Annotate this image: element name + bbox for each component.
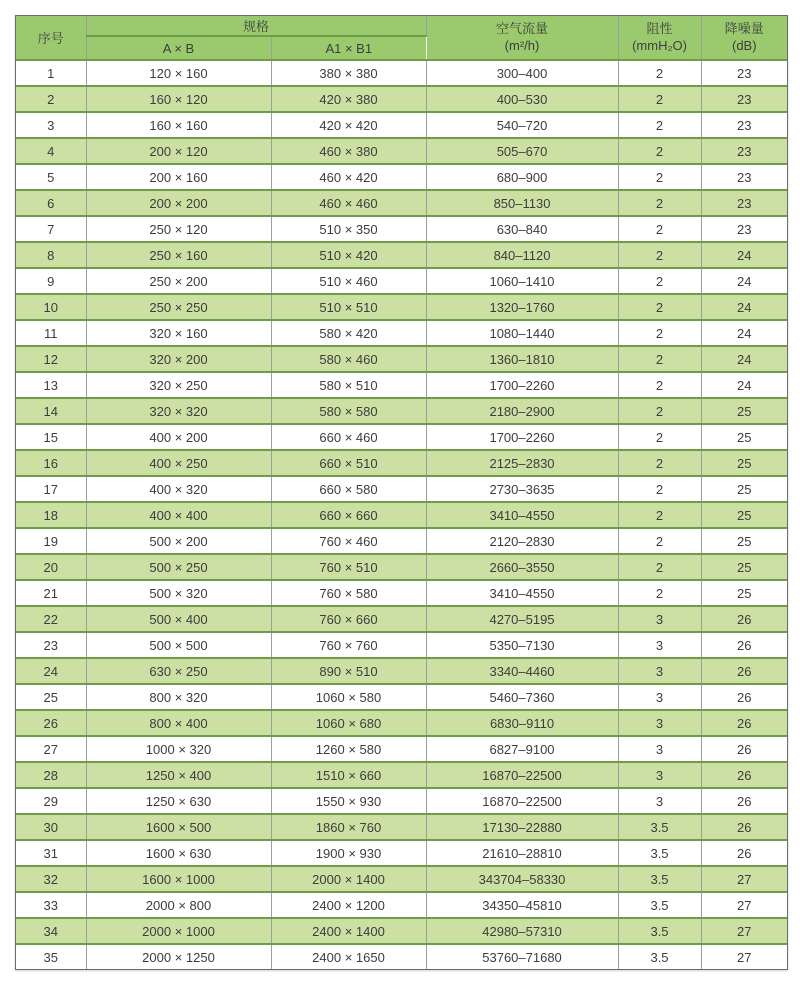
cell-noise-reduction: 26 <box>701 684 787 710</box>
cell-resistance: 2 <box>618 320 701 346</box>
cell-airflow: 3410–4550 <box>426 580 618 606</box>
table-row <box>16 60 787 86</box>
cell-airflow: 1320–1760 <box>426 294 618 320</box>
cell-spec-a1b1: 660 × 580 <box>271 476 426 502</box>
cell-spec-a1b1: 1260 × 580 <box>271 736 426 762</box>
cell-airflow: 540–720 <box>426 112 618 138</box>
cell-serial: 2 <box>16 86 86 112</box>
cell-spec-a1b1: 460 × 460 <box>271 190 426 216</box>
header-noise-title: 降噪量 <box>724 21 764 37</box>
cell-spec-a1b1: 760 × 660 <box>271 606 426 632</box>
table-row <box>16 580 787 606</box>
cell-spec-a1b1: 510 × 460 <box>271 268 426 294</box>
cell-serial: 28 <box>16 762 86 788</box>
cell-resistance: 3.5 <box>618 866 701 892</box>
cell-spec-ab: 1000 × 320 <box>86 736 271 762</box>
cell-serial: 31 <box>16 840 86 866</box>
cell-spec-a1b1: 1510 × 660 <box>271 762 426 788</box>
cell-noise-reduction: 26 <box>701 736 787 762</box>
table-row <box>16 372 787 398</box>
cell-spec-ab: 500 × 320 <box>86 580 271 606</box>
cell-airflow: 2120–2830 <box>426 528 618 554</box>
cell-airflow: 400–530 <box>426 86 618 112</box>
cell-resistance: 3.5 <box>618 944 701 969</box>
cell-resistance: 2 <box>618 554 701 580</box>
cell-spec-ab: 200 × 160 <box>86 164 271 190</box>
cell-noise-reduction: 26 <box>701 762 787 788</box>
cell-noise-reduction: 23 <box>701 164 787 190</box>
table-row <box>16 944 787 969</box>
cell-airflow: 1060–1410 <box>426 268 618 294</box>
cell-spec-a1b1: 580 × 580 <box>271 398 426 424</box>
cell-serial: 22 <box>16 606 86 632</box>
cell-spec-ab: 400 × 200 <box>86 424 271 450</box>
cell-spec-ab: 250 × 120 <box>86 216 271 242</box>
cell-airflow: 2660–3550 <box>426 554 618 580</box>
cell-serial: 17 <box>16 476 86 502</box>
cell-resistance: 3 <box>618 684 701 710</box>
table-row <box>16 528 787 554</box>
cell-resistance: 2 <box>618 216 701 242</box>
cell-resistance: 2 <box>618 190 701 216</box>
table-row <box>16 736 787 762</box>
cell-noise-reduction: 25 <box>701 450 787 476</box>
cell-spec-ab: 2000 × 800 <box>86 892 271 918</box>
table-row <box>16 814 787 840</box>
cell-serial: 21 <box>16 580 86 606</box>
cell-noise-reduction: 24 <box>701 372 787 398</box>
table-row <box>16 892 787 918</box>
cell-spec-a1b1: 2400 × 1200 <box>271 892 426 918</box>
cell-noise-reduction: 26 <box>701 788 787 814</box>
cell-serial: 12 <box>16 346 86 372</box>
cell-airflow: 1080–1440 <box>426 320 618 346</box>
spec-table <box>16 16 787 969</box>
cell-spec-a1b1: 380 × 380 <box>271 60 426 86</box>
cell-resistance: 3 <box>618 606 701 632</box>
table-row <box>16 476 787 502</box>
cell-serial: 16 <box>16 450 86 476</box>
cell-noise-reduction: 25 <box>701 580 787 606</box>
cell-noise-reduction: 24 <box>701 294 787 320</box>
header-spec: 规格 <box>86 16 426 36</box>
cell-spec-a1b1: 510 × 420 <box>271 242 426 268</box>
cell-resistance: 2 <box>618 112 701 138</box>
cell-resistance: 2 <box>618 476 701 502</box>
spec-table-container <box>15 15 788 970</box>
table-row <box>16 138 787 164</box>
table-row <box>16 866 787 892</box>
cell-serial: 19 <box>16 528 86 554</box>
table-row <box>16 320 787 346</box>
cell-resistance: 2 <box>618 164 701 190</box>
cell-spec-ab: 500 × 200 <box>86 528 271 554</box>
cell-resistance: 3.5 <box>618 814 701 840</box>
cell-spec-a1b1: 580 × 460 <box>271 346 426 372</box>
cell-noise-reduction: 23 <box>701 112 787 138</box>
cell-serial: 27 <box>16 736 86 762</box>
cell-serial: 14 <box>16 398 86 424</box>
cell-noise-reduction: 27 <box>701 944 787 969</box>
cell-spec-a1b1: 890 × 510 <box>271 658 426 684</box>
header-noise-reduction <box>701 16 787 60</box>
cell-noise-reduction: 25 <box>701 554 787 580</box>
cell-spec-ab: 1250 × 630 <box>86 788 271 814</box>
cell-spec-a1b1: 660 × 460 <box>271 424 426 450</box>
cell-airflow: 16870–22500 <box>426 762 618 788</box>
cell-serial: 23 <box>16 632 86 658</box>
cell-spec-ab: 160 × 120 <box>86 86 271 112</box>
cell-spec-a1b1: 420 × 380 <box>271 86 426 112</box>
cell-noise-reduction: 25 <box>701 424 787 450</box>
cell-serial: 4 <box>16 138 86 164</box>
header-resistance <box>618 16 701 60</box>
cell-serial: 24 <box>16 658 86 684</box>
cell-noise-reduction: 24 <box>701 320 787 346</box>
table-row <box>16 554 787 580</box>
cell-serial: 32 <box>16 866 86 892</box>
table-row <box>16 112 787 138</box>
cell-serial: 33 <box>16 892 86 918</box>
cell-noise-reduction: 27 <box>701 866 787 892</box>
cell-resistance: 3.5 <box>618 918 701 944</box>
cell-noise-reduction: 25 <box>701 476 787 502</box>
cell-resistance: 2 <box>618 502 701 528</box>
cell-airflow: 53760–71680 <box>426 944 618 969</box>
cell-resistance: 3.5 <box>618 892 701 918</box>
cell-spec-ab: 200 × 120 <box>86 138 271 164</box>
cell-airflow: 1700–2260 <box>426 424 618 450</box>
cell-resistance: 2 <box>618 294 701 320</box>
cell-resistance: 2 <box>618 580 701 606</box>
cell-noise-reduction: 24 <box>701 346 787 372</box>
cell-spec-ab: 630 × 250 <box>86 658 271 684</box>
table-row <box>16 164 787 190</box>
header-airflow <box>426 16 618 60</box>
cell-noise-reduction: 26 <box>701 606 787 632</box>
cell-serial: 6 <box>16 190 86 216</box>
cell-spec-a1b1: 760 × 760 <box>271 632 426 658</box>
cell-spec-a1b1: 1860 × 760 <box>271 814 426 840</box>
cell-spec-a1b1: 1900 × 930 <box>271 840 426 866</box>
cell-spec-a1b1: 2400 × 1650 <box>271 944 426 969</box>
table-row <box>16 658 787 684</box>
cell-spec-a1b1: 660 × 660 <box>271 502 426 528</box>
cell-resistance: 3.5 <box>618 840 701 866</box>
cell-serial: 35 <box>16 944 86 969</box>
cell-resistance: 3 <box>618 710 701 736</box>
cell-noise-reduction: 24 <box>701 242 787 268</box>
cell-airflow: 2125–2830 <box>426 450 618 476</box>
table-header <box>16 16 787 60</box>
cell-serial: 29 <box>16 788 86 814</box>
cell-noise-reduction: 25 <box>701 528 787 554</box>
cell-airflow: 2730–3635 <box>426 476 618 502</box>
cell-resistance: 2 <box>618 450 701 476</box>
cell-serial: 20 <box>16 554 86 580</box>
cell-serial: 7 <box>16 216 86 242</box>
cell-spec-a1b1: 2000 × 1400 <box>271 866 426 892</box>
cell-spec-a1b1: 760 × 460 <box>271 528 426 554</box>
cell-serial: 34 <box>16 918 86 944</box>
cell-airflow: 16870–22500 <box>426 788 618 814</box>
cell-serial: 11 <box>16 320 86 346</box>
header-resistance-unit: (mmH₂O) <box>632 37 687 53</box>
cell-spec-a1b1: 460 × 380 <box>271 138 426 164</box>
cell-airflow: 2180–2900 <box>426 398 618 424</box>
cell-spec-ab: 400 × 400 <box>86 502 271 528</box>
cell-spec-ab: 250 × 200 <box>86 268 271 294</box>
cell-resistance: 2 <box>618 138 701 164</box>
cell-spec-ab: 2000 × 1000 <box>86 918 271 944</box>
cell-spec-ab: 800 × 400 <box>86 710 271 736</box>
table-row <box>16 346 787 372</box>
cell-spec-ab: 1600 × 1000 <box>86 866 271 892</box>
cell-noise-reduction: 25 <box>701 398 787 424</box>
cell-spec-ab: 320 × 250 <box>86 372 271 398</box>
table-row <box>16 216 787 242</box>
cell-noise-reduction: 23 <box>701 216 787 242</box>
cell-spec-ab: 400 × 250 <box>86 450 271 476</box>
cell-airflow: 5350–7130 <box>426 632 618 658</box>
cell-spec-ab: 500 × 250 <box>86 554 271 580</box>
cell-spec-a1b1: 1060 × 580 <box>271 684 426 710</box>
cell-resistance: 2 <box>618 424 701 450</box>
cell-resistance: 2 <box>618 346 701 372</box>
cell-resistance: 3 <box>618 762 701 788</box>
cell-airflow: 1360–1810 <box>426 346 618 372</box>
header-resistance-title: 阻性 <box>646 21 673 37</box>
cell-spec-a1b1: 1550 × 930 <box>271 788 426 814</box>
cell-spec-ab: 250 × 250 <box>86 294 271 320</box>
cell-airflow: 505–670 <box>426 138 618 164</box>
cell-airflow: 3340–4460 <box>426 658 618 684</box>
table-row <box>16 918 787 944</box>
cell-airflow: 6827–9100 <box>426 736 618 762</box>
cell-airflow: 5460–7360 <box>426 684 618 710</box>
cell-spec-ab: 250 × 160 <box>86 242 271 268</box>
table-row <box>16 398 787 424</box>
cell-resistance: 2 <box>618 60 701 86</box>
table-row <box>16 788 787 814</box>
cell-resistance: 2 <box>618 268 701 294</box>
cell-noise-reduction: 27 <box>701 892 787 918</box>
cell-spec-ab: 1600 × 500 <box>86 814 271 840</box>
table-row <box>16 502 787 528</box>
cell-spec-a1b1: 1060 × 680 <box>271 710 426 736</box>
header-airflow-unit: (m²/h) <box>504 37 540 53</box>
cell-noise-reduction: 26 <box>701 710 787 736</box>
cell-spec-ab: 200 × 200 <box>86 190 271 216</box>
cell-spec-ab: 500 × 400 <box>86 606 271 632</box>
table-row <box>16 294 787 320</box>
table-row <box>16 268 787 294</box>
cell-noise-reduction: 23 <box>701 190 787 216</box>
cell-spec-ab: 1250 × 400 <box>86 762 271 788</box>
cell-spec-ab: 320 × 160 <box>86 320 271 346</box>
cell-resistance: 2 <box>618 242 701 268</box>
cell-spec-ab: 800 × 320 <box>86 684 271 710</box>
cell-airflow: 300–400 <box>426 60 618 86</box>
cell-noise-reduction: 26 <box>701 632 787 658</box>
cell-airflow: 630–840 <box>426 216 618 242</box>
table-row <box>16 242 787 268</box>
cell-airflow: 840–1120 <box>426 242 618 268</box>
table-row <box>16 762 787 788</box>
cell-airflow: 1700–2260 <box>426 372 618 398</box>
table-row <box>16 840 787 866</box>
cell-spec-ab: 160 × 160 <box>86 112 271 138</box>
cell-airflow: 343704–58330 <box>426 866 618 892</box>
cell-noise-reduction: 23 <box>701 138 787 164</box>
cell-airflow: 4270–5195 <box>426 606 618 632</box>
cell-noise-reduction: 25 <box>701 502 787 528</box>
cell-resistance: 2 <box>618 372 701 398</box>
cell-serial: 15 <box>16 424 86 450</box>
cell-airflow: 850–1130 <box>426 190 618 216</box>
cell-serial: 9 <box>16 268 86 294</box>
cell-spec-a1b1: 580 × 510 <box>271 372 426 398</box>
table-row <box>16 606 787 632</box>
cell-spec-a1b1: 510 × 350 <box>271 216 426 242</box>
cell-serial: 18 <box>16 502 86 528</box>
cell-noise-reduction: 26 <box>701 658 787 684</box>
table-row <box>16 86 787 112</box>
table-row <box>16 450 787 476</box>
cell-serial: 26 <box>16 710 86 736</box>
cell-noise-reduction: 23 <box>701 86 787 112</box>
cell-spec-a1b1: 2400 × 1400 <box>271 918 426 944</box>
cell-spec-a1b1: 580 × 420 <box>271 320 426 346</box>
cell-noise-reduction: 24 <box>701 268 787 294</box>
cell-airflow: 34350–45810 <box>426 892 618 918</box>
header-noise-unit: (dB) <box>731 37 757 53</box>
cell-spec-ab: 2000 × 1250 <box>86 944 271 969</box>
cell-airflow: 6830–9110 <box>426 710 618 736</box>
cell-resistance: 3 <box>618 632 701 658</box>
cell-spec-a1b1: 660 × 510 <box>271 450 426 476</box>
cell-serial: 1 <box>16 60 86 86</box>
cell-noise-reduction: 27 <box>701 918 787 944</box>
table-row <box>16 710 787 736</box>
header-spec-ab: A × B <box>86 36 271 60</box>
cell-noise-reduction: 26 <box>701 814 787 840</box>
cell-spec-a1b1: 420 × 420 <box>271 112 426 138</box>
cell-spec-a1b1: 760 × 580 <box>271 580 426 606</box>
cell-serial: 10 <box>16 294 86 320</box>
cell-spec-a1b1: 460 × 420 <box>271 164 426 190</box>
cell-serial: 25 <box>16 684 86 710</box>
table-row <box>16 190 787 216</box>
cell-spec-a1b1: 510 × 510 <box>271 294 426 320</box>
cell-resistance: 3 <box>618 736 701 762</box>
cell-serial: 13 <box>16 372 86 398</box>
cell-airflow: 3410–4550 <box>426 502 618 528</box>
cell-serial: 30 <box>16 814 86 840</box>
cell-spec-ab: 120 × 160 <box>86 60 271 86</box>
cell-resistance: 3 <box>618 788 701 814</box>
cell-serial: 8 <box>16 242 86 268</box>
cell-airflow: 17130–22880 <box>426 814 618 840</box>
cell-serial: 3 <box>16 112 86 138</box>
cell-spec-ab: 320 × 320 <box>86 398 271 424</box>
cell-spec-ab: 500 × 500 <box>86 632 271 658</box>
cell-spec-ab: 320 × 200 <box>86 346 271 372</box>
header-airflow-title: 空气流量 <box>496 21 549 37</box>
table-body <box>16 60 787 969</box>
cell-noise-reduction: 26 <box>701 840 787 866</box>
cell-spec-ab: 400 × 320 <box>86 476 271 502</box>
cell-airflow: 42980–57310 <box>426 918 618 944</box>
cell-airflow: 680–900 <box>426 164 618 190</box>
cell-spec-ab: 1600 × 630 <box>86 840 271 866</box>
cell-resistance: 2 <box>618 86 701 112</box>
cell-resistance: 2 <box>618 528 701 554</box>
header-serial: 序号 <box>16 16 86 60</box>
table-row <box>16 684 787 710</box>
header-spec-a1b1: A1 × B1 <box>271 36 426 60</box>
cell-spec-a1b1: 760 × 510 <box>271 554 426 580</box>
cell-resistance: 2 <box>618 398 701 424</box>
cell-airflow: 21610–28810 <box>426 840 618 866</box>
table-row <box>16 632 787 658</box>
table-row <box>16 424 787 450</box>
cell-noise-reduction: 23 <box>701 60 787 86</box>
cell-serial: 5 <box>16 164 86 190</box>
cell-resistance: 3 <box>618 658 701 684</box>
